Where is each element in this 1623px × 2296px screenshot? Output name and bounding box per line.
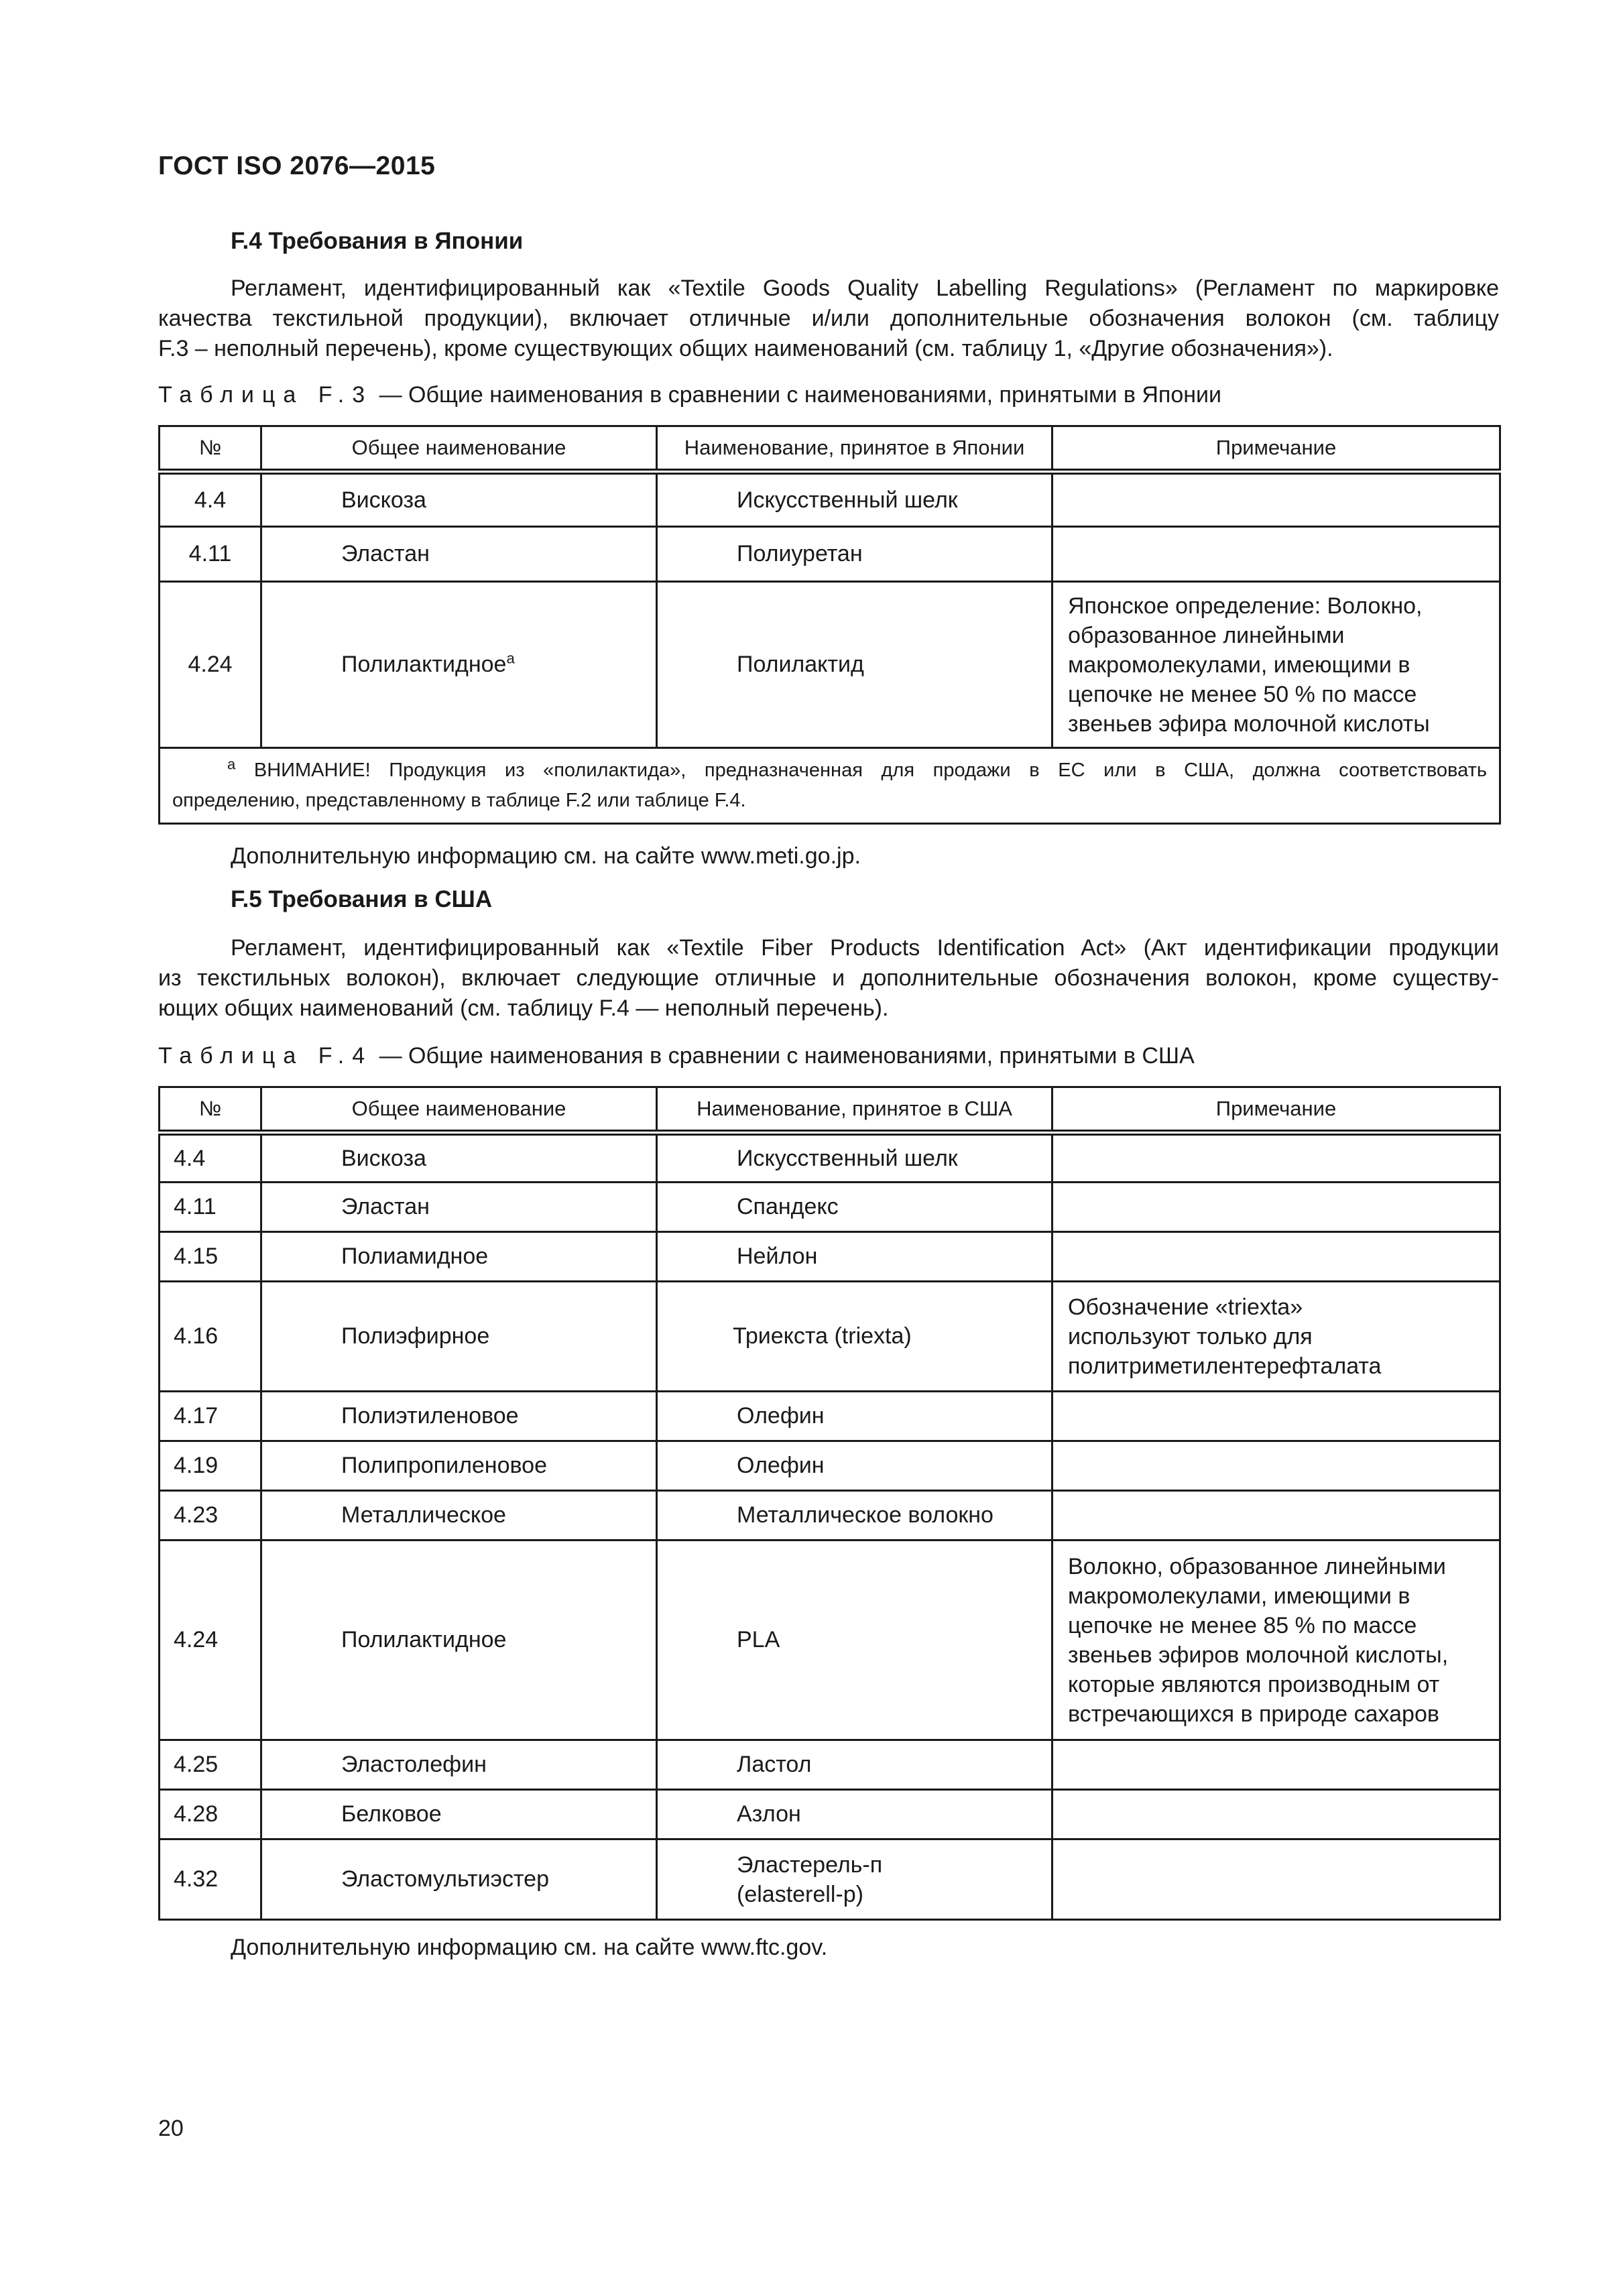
cell-common-name: Металлическое [261, 1491, 657, 1540]
table-header-row [160, 1087, 1500, 1133]
table-f3 [158, 425, 1501, 825]
table-row [160, 1282, 1500, 1392]
column-header: № [160, 426, 261, 472]
table-f4-title: — Общие наименования в сравнении с наименованиями, принятыми в США [379, 1043, 1195, 1069]
table-row [160, 1491, 1500, 1540]
section-f5-heading: F.5 Требования в США [231, 886, 493, 912]
cell-local-name: Ластол [657, 1740, 1053, 1790]
cell-local-name: Искусственный шелк [657, 472, 1053, 527]
section-f4-info: Дополнительную информацию см. на сайте www.meti.go.jp. [231, 843, 861, 869]
note-line: используют только для [1068, 1323, 1313, 1349]
cell-note [1053, 1133, 1500, 1183]
column-header: Наименование, принятое в США [657, 1087, 1053, 1133]
footnote-line [172, 756, 1487, 786]
cell-note [1053, 527, 1500, 582]
cell-note [1053, 472, 1500, 527]
cell-local-name [657, 1839, 1053, 1920]
footnote-line: определению, представленному в таблице F.2 или таблице F.4. [172, 790, 746, 811]
cell-local-name: Триекста (triexta) [657, 1282, 1053, 1392]
cell-common-name: Полипропиленовое [261, 1441, 657, 1491]
note-line: политриметилентерефталата [1068, 1353, 1382, 1379]
cell-number: 4.28 [160, 1790, 261, 1839]
note-line: звеньев эфира молочной кислоты [1068, 711, 1430, 737]
local-name-line: Эластерель-п [737, 1852, 883, 1878]
table-row [160, 1740, 1500, 1790]
cell-number: 4.23 [160, 1491, 261, 1540]
note-line: цепочке не менее 50 % по массе [1068, 681, 1417, 707]
cell-common-name: Эластомультиэстер [261, 1839, 657, 1920]
table-row [160, 472, 1500, 527]
common-name-text: Полилактидное [341, 652, 507, 677]
cell-number: 4.4 [160, 472, 261, 527]
cell-note [1053, 1183, 1500, 1232]
table-row [160, 1441, 1500, 1491]
cell-number: 4.24 [160, 1540, 261, 1740]
paragraph-line: F.3 – неполный перечень), кроме существующих общих наименований (см. таблицу 1, «Другие обозначения»). [158, 336, 1333, 361]
cell-note [1053, 1232, 1500, 1282]
table-row [160, 527, 1500, 582]
cell-number: 4.17 [160, 1392, 261, 1441]
column-header: Общее наименование [261, 426, 657, 472]
column-header: Примечание [1053, 426, 1500, 472]
cell-note [1053, 582, 1500, 748]
cell-number: 4.25 [160, 1740, 261, 1790]
cell-note [1053, 1491, 1500, 1540]
table-footnote-row [160, 748, 1500, 824]
table-footnote [160, 748, 1500, 824]
cell-local-name: Олефин [657, 1392, 1053, 1441]
section-f5-info: Дополнительную информацию см. на сайте www.ftc.gov. [231, 1935, 828, 1960]
column-header: № [160, 1087, 261, 1133]
paragraph-line: из текстильных волокон), включает следующие отличные и дополнительные обозначения волокон, кроме существу- [158, 965, 1499, 991]
column-header: Примечание [1053, 1087, 1500, 1133]
cell-common-name: Полиэфирное [261, 1282, 657, 1392]
cell-local-name: Азлон [657, 1790, 1053, 1839]
note-line: макромолекулами, имеющими в [1068, 652, 1410, 678]
table-f4-caption [158, 1043, 1195, 1069]
cell-note [1053, 1790, 1500, 1839]
table-row [160, 1232, 1500, 1282]
note-line: Волокно, образованное линейными [1068, 1553, 1446, 1579]
note-line: цепочке не менее 85 % по массе [1068, 1612, 1417, 1638]
cell-number: 4.15 [160, 1232, 261, 1282]
cell-common-name [261, 582, 657, 748]
table-row [160, 582, 1500, 748]
table-row [160, 1183, 1500, 1232]
cell-local-name: Полиуретан [657, 527, 1053, 582]
cell-note [1053, 1740, 1500, 1790]
cell-number: 4.11 [160, 1183, 261, 1232]
cell-common-name: Полиамидное [261, 1232, 657, 1282]
note-line: Обозначение «triexta» [1068, 1294, 1303, 1320]
section-f4-paragraph [158, 274, 1499, 364]
note-line: Японское определение: Волокно, [1068, 593, 1423, 619]
section-f4-heading: F.4 Требования в Японии [231, 228, 524, 254]
note-line: макромолекулами, имеющими в [1068, 1583, 1410, 1609]
cell-local-name: Олефин [657, 1441, 1053, 1491]
cell-number: 4.32 [160, 1839, 261, 1920]
cell-number: 4.16 [160, 1282, 261, 1392]
document-header: ГОСТ ISO 2076—2015 [158, 152, 436, 180]
note-line: встречающихся в природе сахаров [1068, 1701, 1439, 1727]
cell-common-name: Полилактидное [261, 1540, 657, 1740]
cell-number: 4.24 [160, 582, 261, 748]
cell-note [1053, 1540, 1500, 1740]
paragraph-line: ющих общих наименований (см. таблицу F.4 — неполный перечень). [158, 995, 889, 1021]
cell-note [1053, 1392, 1500, 1441]
table-f3-caption [158, 382, 1221, 408]
footnote-ref: a [506, 650, 515, 667]
footnote-text: ВНИМАНИЕ! Продукция из «полилактида», предназначенная для продажи в ЕС или в США, должна соответствовать [253, 760, 1488, 781]
paragraph-line: Регламент, идентифицированный как «Textile Goods Quality Labelling Regulations» (Регламент по маркировке [231, 276, 1499, 301]
table-row [160, 1133, 1500, 1183]
cell-common-name: Вискоза [261, 1133, 657, 1183]
page-number: 20 [158, 2116, 184, 2141]
table-f3-label: Таблица F.3 [158, 382, 373, 408]
paragraph-line: качества текстильной продукции), включает отличные и/или дополнительные обозначения волокон (см. таблицу [158, 306, 1499, 331]
table-f4-label: Таблица F.4 [158, 1043, 373, 1069]
table-row [160, 1392, 1500, 1441]
note-line: которые являются производным от [1068, 1671, 1440, 1697]
cell-number: 4.4 [160, 1133, 261, 1183]
table-row [160, 1540, 1500, 1740]
footnote-mark: a [227, 756, 236, 773]
cell-note [1053, 1441, 1500, 1491]
cell-common-name: Вискоза [261, 472, 657, 527]
column-header: Общее наименование [261, 1087, 657, 1133]
table-f4 [158, 1086, 1501, 1921]
table-header-row [160, 426, 1500, 472]
cell-local-name: Искусственный шелк [657, 1133, 1053, 1183]
note-line: звеньев эфиров молочной кислоты, [1068, 1642, 1449, 1668]
cell-common-name: Белковое [261, 1790, 657, 1839]
cell-note [1053, 1282, 1500, 1392]
cell-common-name: Полиэтиленовое [261, 1392, 657, 1441]
section-f5-paragraph [158, 933, 1499, 1024]
cell-local-name: PLA [657, 1540, 1053, 1740]
paragraph-line: Регламент, идентифицированный как «Textile Fiber Products Identification Act» (Акт идентификации продукции [231, 935, 1499, 961]
cell-local-name: Нейлон [657, 1232, 1053, 1282]
cell-local-name: Полилактид [657, 582, 1053, 748]
column-header: Наименование, принятое в Японии [657, 426, 1053, 472]
cell-number: 4.11 [160, 527, 261, 582]
local-name-line: (elasterell-p) [737, 1881, 863, 1907]
cell-note [1053, 1839, 1500, 1920]
cell-local-name: Спандекс [657, 1183, 1053, 1232]
cell-number: 4.19 [160, 1441, 261, 1491]
note-line: образованное линейными [1068, 622, 1345, 648]
table-row [160, 1839, 1500, 1920]
table-f3-title: — Общие наименования в сравнении с наименованиями, принятыми в Японии [379, 382, 1222, 408]
cell-local-name: Металлическое волокно [657, 1491, 1053, 1540]
cell-common-name: Эластолефин [261, 1740, 657, 1790]
cell-common-name: Эластан [261, 527, 657, 582]
table-row [160, 1790, 1500, 1839]
cell-common-name: Эластан [261, 1183, 657, 1232]
